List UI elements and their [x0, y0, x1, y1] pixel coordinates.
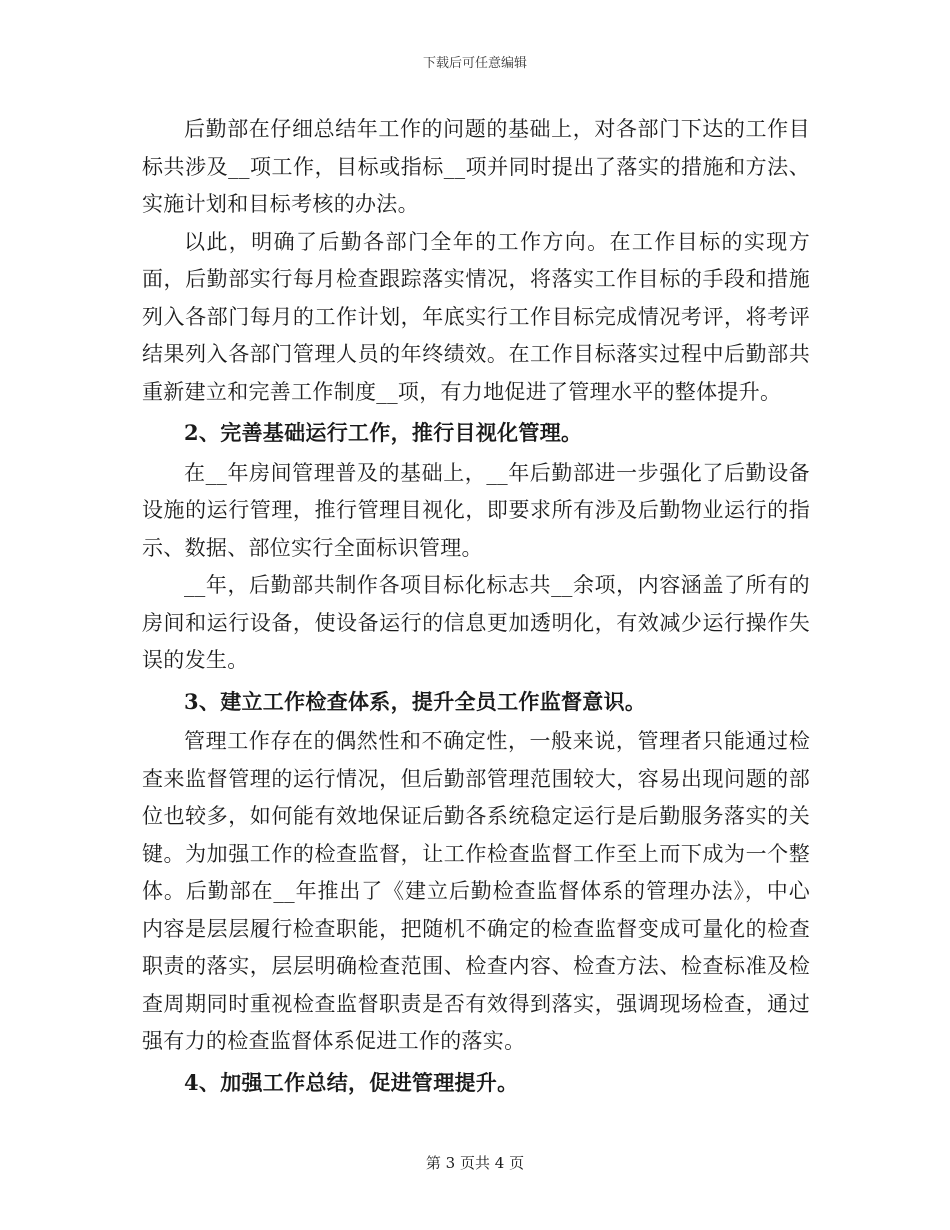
paragraph-inspection-system: 管理工作存在的偶然性和不确定性，一般来说，管理者只能通过检查来监督管理的运行情况，但后勤部管理范围较大，容易出现问题的部位也较多，如何能有效地保证后勤各系统稳定运行是后勤服务落实的关键。为加强工作的检查监督，让工作检查监督工作至上而下成为一个整体。后勤部在__年推出了《建立后勤检查监督体系的管理办法》，中心内容是层层履行检查职能，把随机不确定的检查监督变成可量化的检查职责的落实，层层明确检查范围、检查内容、检查方法、检查标准及检查周期同时重视检查监督职责是否有效得到落实，强调现场检查，通过强有力的检查监督体系促进工作的落实。 [142, 729, 810, 1053]
document-body [142, 111, 810, 1104]
section-heading-2: 2、完善基础运行工作，推行目视化管理。 [184, 420, 583, 445]
paragraph-room-management: 在__年房间管理普及的基础上，__年后勤部进一步强化了后勤设备设施的运行管理，推行管理目视化，即要求所有涉及后勤物业运行的指示、数据、部位实行全面标识管理。 [142, 460, 810, 560]
section-heading-4: 4、加强工作总结，促进管理提升。 [184, 1069, 519, 1095]
page-header: 下载后可任意编辑 [422, 56, 527, 71]
paragraph-goals-summary: 后勤部在仔细总结年工作的问题的基础上，对各部门下达的工作目标共涉及__项工作，目标或指标__项并同时提出了落实的措施和方法、实施计划和目标考核的办法。 [142, 117, 810, 216]
section-heading-3: 3、建立工作检查体系，提升全员工作监督意识。 [184, 688, 647, 714]
page-number: 第 3 页共 4 页 [425, 1154, 525, 1172]
paragraph-signage: __年，后勤部共制作各项目标化标志共__余项，内容涵盖了所有的房间和运行设备，使设备运行的信息更加透明化，有效减少运行操作失误的发生。 [142, 573, 810, 672]
paragraph-work-direction: 以此，明确了后勤各部门全年的工作方向。在工作目标的实现方面，后勤部实行每月检查跟踪落实情况，将落实工作目标的手段和措施列入各部门每月的工作计划，年底实行工作目标完成情况考评，将考评结果列入各部门管理人员的年终绩效。在工作目标落实过程中后勤部共重新建立和完善工作制度__项，有力地促进了管理水平的整体提升。 [142, 229, 810, 404]
